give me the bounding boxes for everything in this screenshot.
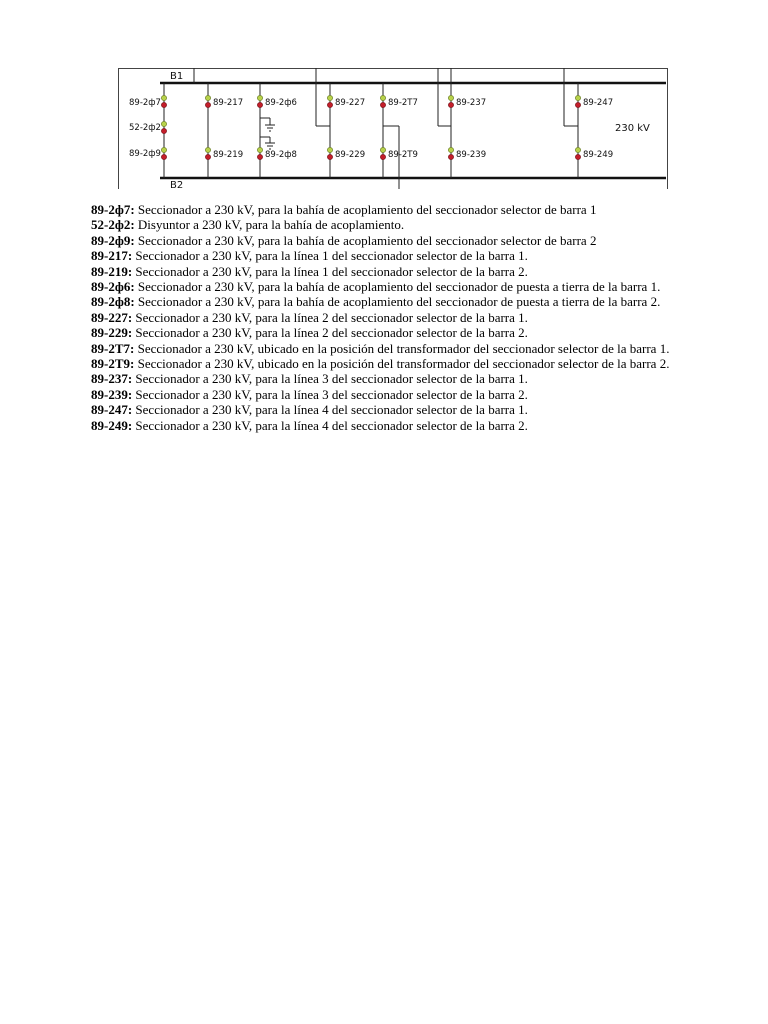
definition-text: Seccionador a 230 kV, para la línea 1 del seccionador selector de la barra 1. <box>132 248 528 264</box>
label-tr-b1: 89-2T7 <box>388 98 418 108</box>
definition-code: 89-227: <box>91 309 133 325</box>
label-l3-b1: 89-237 <box>456 98 487 108</box>
definition-item <box>91 279 696 294</box>
definition-item <box>91 217 696 232</box>
definition-code: 89-2ф8: <box>91 294 135 310</box>
definition-item <box>91 264 696 279</box>
definitions-list <box>91 202 696 433</box>
definition-code: 89-247: <box>91 402 133 418</box>
voltage-label: 230 kV <box>615 123 650 134</box>
definition-text: Disyuntor a 230 kV, para la bahía de acoplamiento. <box>134 217 405 233</box>
definition-text: Seccionador a 230 kV, para la línea 3 del seccionador selector de la barra 2. <box>132 386 528 402</box>
diagram-svg <box>118 68 668 189</box>
definition-code: 89-239: <box>91 386 133 402</box>
label-b1-sel-cpl: 89-2ф7 <box>129 98 161 108</box>
definition-item <box>91 233 696 248</box>
definition-item <box>91 341 696 356</box>
definition-text: Seccionador a 230 kV, para la línea 4 del seccionador selector de la barra 1. <box>132 402 528 418</box>
definition-item <box>91 418 696 433</box>
definition-code: 89-2ф9: <box>91 232 135 248</box>
label-tr-b2: 89-2T9 <box>388 150 418 160</box>
definition-code: 89-237: <box>91 371 133 387</box>
label-l4-b1: 89-247 <box>583 98 614 108</box>
definition-text: Seccionador a 230 kV, para la bahía de acoplamiento del seccionador selector de barra 1 <box>134 202 597 217</box>
definition-item <box>91 248 696 263</box>
label-l2-b1: 89-227 <box>335 98 366 108</box>
label-gnd-b2: 89-2ф8 <box>265 150 297 160</box>
definition-code: 89-2ф7: <box>91 202 135 217</box>
definition-code: 89-249: <box>91 417 133 433</box>
definition-code: 89-219: <box>91 263 133 279</box>
definition-text: Seccionador a 230 kV, para la bahía de acoplamiento del seccionador de puesta a tierra de la barra 2. <box>134 294 661 310</box>
label-breaker-cpl: 52-2ф2 <box>129 123 161 133</box>
definition-text: Seccionador a 230 kV, para la línea 1 del seccionador selector de la barra 2. <box>132 263 528 279</box>
definition-text: Seccionador a 230 kV, para la línea 2 del seccionador selector de la barra 1. <box>132 309 528 325</box>
definition-text: Seccionador a 230 kV, para la línea 2 del seccionador selector de la barra 2. <box>132 325 528 341</box>
ground-icon-b2 <box>260 137 275 149</box>
definition-item <box>91 356 696 371</box>
ground-icon-b1 <box>260 118 275 131</box>
definition-text: Seccionador a 230 kV, ubicado en la posición del transformador del seccionador selector de la barra 1. <box>134 340 670 356</box>
definition-item <box>91 402 696 417</box>
definition-code: 89-217: <box>91 248 133 264</box>
definition-item <box>91 371 696 386</box>
label-gnd-b1: 89-2ф6 <box>265 98 297 108</box>
definition-text: Seccionador a 230 kV, para la línea 4 del seccionador selector de la barra 2. <box>132 417 528 433</box>
label-l1-b1: 89-217 <box>213 98 244 108</box>
bus-b2-label: B2 <box>170 180 184 189</box>
definition-item <box>91 325 696 340</box>
label-b2-sel-cpl: 89-2ф9 <box>129 149 161 159</box>
definition-code: 89-229: <box>91 325 133 341</box>
definition-text: Seccionador a 230 kV, para la línea 3 del seccionador selector de la barra 1. <box>132 371 528 387</box>
definition-code: 89-2T7: <box>91 340 135 356</box>
definition-code: 52-2ф2: <box>91 217 135 233</box>
label-l3-b2: 89-239 <box>456 150 487 160</box>
definition-code: 89-2T9: <box>91 356 135 372</box>
definition-item <box>91 387 696 402</box>
label-l4-b2: 89-249 <box>583 150 614 160</box>
definition-text: Seccionador a 230 kV, para la bahía de acoplamiento del seccionador de puesta a tierra de la barra 1. <box>134 279 661 295</box>
bus-b1-label: B1 <box>170 71 184 82</box>
definition-code: 89-2ф6: <box>91 279 135 295</box>
label-l2-b2: 89-229 <box>335 150 366 160</box>
single-line-diagram <box>118 68 668 189</box>
label-l1-b2: 89-219 <box>213 150 244 160</box>
definition-item <box>91 310 696 325</box>
definition-text: Seccionador a 230 kV, para la bahía de acoplamiento del seccionador selector de barra 2 <box>134 232 597 248</box>
definition-item <box>91 202 696 217</box>
definition-item <box>91 294 696 309</box>
definition-text: Seccionador a 230 kV, ubicado en la posición del transformador del seccionador selector de la barra 2. <box>134 356 670 372</box>
